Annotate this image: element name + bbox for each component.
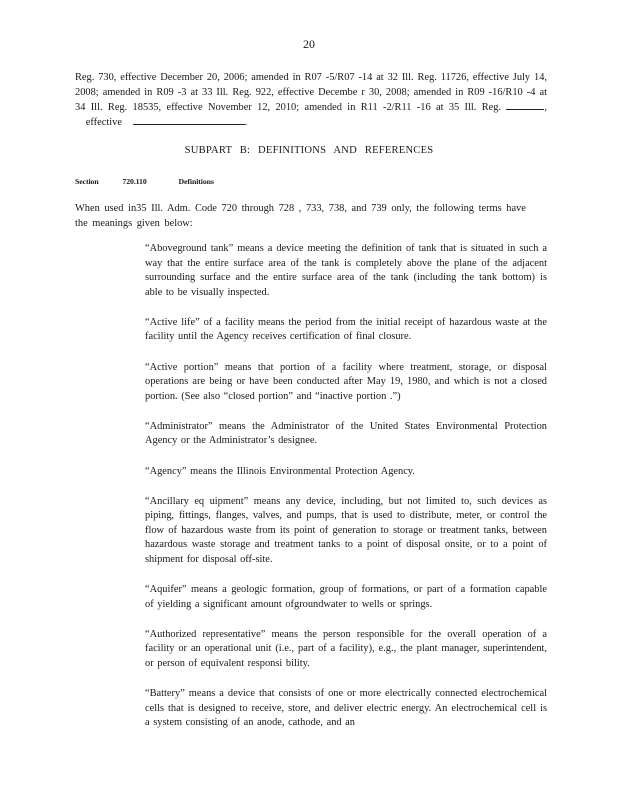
blank-effective-date [133, 115, 245, 125]
history-text: Reg. 730, effective December 20, 2006; amended in R07 -5/R07 -14 at 32 Ill. Reg. 11726, effective July 14, 2008; amended in R09 -3 at 33 Ill. Reg. 922, effective Decembe r 30, 2008; amended in R09 -16/R10 -4 at 34 Ill. Reg. 18535, effective November 12, 2010; amended in R11 -2/R11 -16 at 35 Ill. Reg. [75, 72, 547, 113]
section-label: Section [75, 177, 99, 186]
definition-aquifer: “Aquifer” means a geologic formation, group of formations, or part of a formation capable of yielding a significant amount ofgroundwater to wells or springs. [145, 584, 547, 610]
blank-register-page [506, 100, 544, 110]
subpart-heading: SUBPART B: DEFINITIONS AND REFERENCES [184, 145, 434, 156]
page-number: 20 [303, 37, 315, 51]
definition-active-life: “Active life” of a facility means the period from the initial receipt of hazardous waste at the facility until the Agency receives certification of final closure. [145, 316, 547, 343]
section-title: Definitions [178, 177, 214, 186]
definition-battery: “Battery” means a device that consists of one or more electrically connected electrochemical cells that is designed to receive, store, and deliver electric energy. An electrochemical cell is a system consisting of an anode, cathode, and an [145, 688, 547, 729]
history-note [75, 70, 547, 130]
definition-ancillary-equipment: “Ancillary eq uipment” means any device, including, but not limited to, such devices as piping, fittings, flanges, valves, and pumps, that is used to distribute, meter, or control the flow of hazardous waste from its point of generation to storage or treatment tanks, between hazardous waste storage and treatment tanks to a point of disposal onsite, or to a point of shipment for disposal off-site. [145, 495, 547, 565]
history-period: . [244, 117, 248, 128]
section-heading [75, 177, 214, 186]
history-comma: , [544, 102, 547, 113]
definition-active-portion: “Active portion” means that portion of a facility where treatment, storage, or disposal operations are being or have been conducted after May 19, 1980, and which is not a closed portion. (See also “closed portion” and “inactive portion .”) [145, 361, 547, 402]
history-effective-label: effective [85, 117, 122, 128]
definition-agency: “Agency” means the Illinois Environmental Protection Agency. [145, 465, 415, 477]
definition-authorized-representative: “Authorized representative” means the person responsible for the overall operation of a facility or an operational unit (i.e., part of a facility), e.g., the plant manager, superintendent, or person of equivalent responsi bility. [145, 628, 547, 669]
definitions-list [145, 242, 547, 746]
definition-administrator: “Administrator” means the Administrator of the United States Environmental Protection Agency or the Administrator’s designee. [145, 420, 547, 447]
definition-aboveground-tank: “Aboveground tank” means a device meeting the definition of tank that is situated in such a way that the entire surface area of the tank is completely above the plane of the adjacent surrounding surface and the entire surface area of the tank (including the tank bottom) is able to be visually inspected. [145, 243, 547, 298]
section-number: 720.110 [122, 177, 147, 186]
intro-paragraph: When used in35 Ill. Adm. Code 720 through 728 , 733, 738, and 739 only, the following terms have the meanings given below: [75, 203, 526, 229]
